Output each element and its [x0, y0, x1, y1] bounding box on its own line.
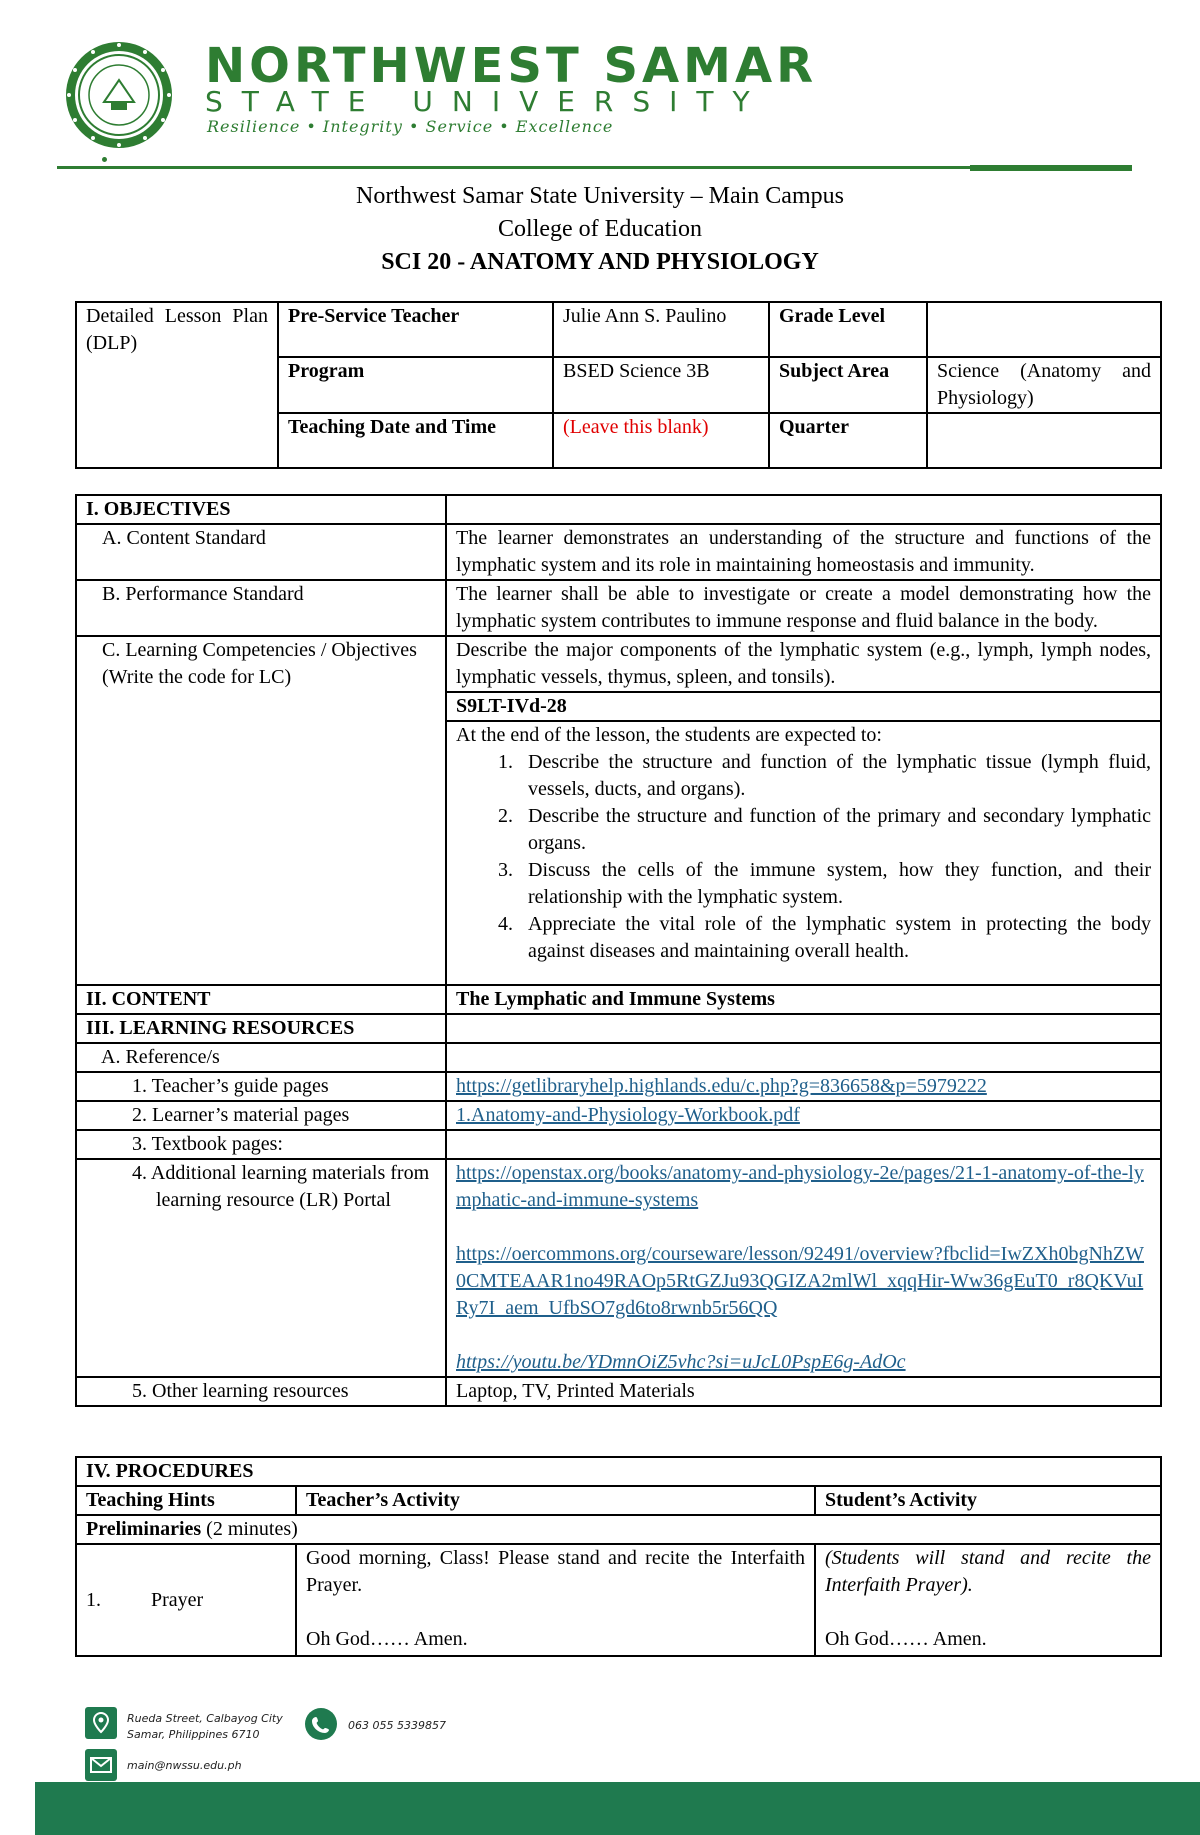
teaching-hints-header: Teaching Hints — [76, 1486, 296, 1515]
competency-code: S9LT-IVd-28 — [446, 692, 1161, 721]
teaching-date-value: (Leave this blank) — [553, 413, 769, 468]
performance-standard-label: B. Performance Standard — [76, 580, 446, 636]
course-title: SCI 20 - ANATOMY AND PHYSIOLOGY — [381, 249, 819, 275]
dlp-label: Detailed Lesson Plan (DLP) — [76, 302, 278, 468]
footer-email: main@nwssu.edu.ph — [127, 1759, 242, 1772]
references-label: A. Reference/s — [76, 1043, 446, 1072]
other-resources-label: 5. Other learning resources — [76, 1377, 446, 1406]
objective-item: 3. Discuss the cells of the immune system, how they function, and their relationship with the lymphatic system. — [518, 857, 1151, 911]
lesson-plan-table — [75, 494, 1162, 1407]
youtube-link[interactable]: https://youtu.be/YDmnOiZ5vhc?si=uJcL0PspE6g-AdOc — [456, 1351, 906, 1373]
teacher-prayer-line1: Good morning, Class! Please stand and recite the Interfaith Prayer. — [306, 1547, 805, 1596]
preliminaries-time: (2 minutes) — [206, 1518, 298, 1540]
subject-area-value: Science (Anatomy and Physiology) — [927, 357, 1161, 413]
content-heading: II. CONTENT — [76, 985, 446, 1014]
objective-item: 4. Appreciate the vital role of the lymphatic system in protecting the body against diseases and maintaining overall health. — [518, 911, 1151, 965]
learning-competencies-text: Describe the major components of the lymphatic system (e.g., lymph, lymph nodes, lymphatic vessels, thymus, spleen, and tonsils). — [446, 636, 1161, 692]
objectives-list — [456, 749, 1151, 965]
teachers-guide-label: 1. Teacher’s guide pages — [76, 1072, 446, 1101]
additional-materials-label — [76, 1159, 446, 1377]
grade-level-label: Grade Level — [769, 302, 927, 357]
learners-material-link[interactable]: 1.Anatomy-and-Physiology-Workbook.pdf — [456, 1104, 800, 1126]
footer-phone: 063 055 5339857 — [348, 1719, 446, 1732]
oercommons-link[interactable]: https://oercommons.org/courseware/lesson/92491/overview?fbclid=IwZXh0bgNhZW0CMTEAAR1no49RAOp5RtGZJu93QGIZA2mlWl_xqqHir-Ww36gEuT0_r8QKVuIRy7I_aem_UfbSO7gd6to8rwnb5r56QQ — [456, 1243, 1144, 1319]
lesson-objectives-cell — [446, 721, 1161, 985]
university-subtitle: STATE UNIVERSITY — [205, 85, 769, 118]
student-prayer-line1: (Students will stand and recite the Interfaith Prayer). — [825, 1547, 1151, 1596]
decorative-dot — [102, 157, 107, 162]
lesson-info-table — [75, 301, 1162, 469]
content-standard-text: The learner demonstrates an understanding of the structure and functions of the lymphatic system and its role in maintaining homeostasis and immunity. — [446, 524, 1161, 580]
footer-bar — [35, 1782, 1200, 1835]
university-motto: Resilience • Integrity • Service • Excellence — [207, 117, 614, 136]
program-value: BSED Science 3B — [553, 357, 769, 413]
prayer-number: 1. — [86, 1588, 101, 1611]
prayer-hint — [76, 1544, 296, 1656]
student-activity-header: Student’s Activity — [815, 1486, 1161, 1515]
teaching-date-label: Teaching Date and Time — [278, 413, 553, 468]
letterhead — [0, 0, 1200, 190]
teacher-prayer-line2: Oh God…… Amen. — [306, 1628, 468, 1650]
other-resources-value: Laptop, TV, Printed Materials — [446, 1377, 1161, 1406]
teacher-prayer-activity — [296, 1544, 815, 1656]
university-seal-icon — [64, 40, 174, 150]
pre-service-value: Julie Ann S. Paulino — [553, 302, 769, 357]
performance-standard-text: The learner shall be able to investigate or create a model demonstrating how the lymphatic system contributes to immune response and fluid balance in the body. — [446, 580, 1161, 636]
learning-resources-heading: III. LEARNING RESOURCES — [76, 1014, 446, 1043]
additional-materials-label-text: 4. Additional learning materials from learning resource (LR) Portal — [132, 1162, 430, 1211]
prayer-label: Prayer — [151, 1588, 204, 1611]
quarter-label: Quarter — [769, 413, 927, 468]
learning-competencies-label — [76, 636, 446, 985]
content-topic: The Lymphatic and Immune Systems — [446, 985, 1161, 1014]
header-divider-accent — [970, 165, 1132, 171]
quarter-value — [927, 413, 1161, 468]
footer-address-line2: Samar, Philippines 6710 — [127, 1728, 260, 1741]
footer-address-line1: Rueda Street, Calbayog City — [127, 1712, 283, 1725]
email-icon — [85, 1749, 117, 1781]
university-name: NORTHWEST SAMAR — [205, 38, 818, 94]
document-title-block — [0, 180, 1200, 279]
objective-item: 2. Describe the structure and function of the primary and secondary lymphatic organs. — [518, 803, 1151, 857]
teacher-activity-header: Teacher’s Activity — [296, 1486, 815, 1515]
learning-competencies-label-text: C. Learning Competencies / Objectives (Write the code for LC) — [102, 639, 417, 688]
objective-item: 1. Describe the structure and function of the lymphatic tissue (lymph fluid, vessels, ducts, and organs). — [518, 749, 1151, 803]
phone-icon — [305, 1708, 337, 1740]
program-label: Program — [278, 357, 553, 413]
subject-area-label: Subject Area — [769, 357, 927, 413]
campus-title: Northwest Samar State University – Main Campus — [356, 183, 844, 209]
preliminaries-row — [76, 1515, 1161, 1544]
learners-material-label: 2. Learner’s material pages — [76, 1101, 446, 1130]
student-prayer-activity — [815, 1544, 1161, 1656]
additional-materials-links — [446, 1159, 1161, 1377]
location-pin-icon — [85, 1707, 117, 1739]
preliminaries-label: Preliminaries — [86, 1518, 202, 1540]
pre-service-label: Pre-Service Teacher — [278, 302, 553, 357]
procedures-heading: IV. PROCEDURES — [76, 1457, 1161, 1486]
grade-level-value — [927, 302, 1161, 357]
objectives-intro: At the end of the lesson, the students are expected to: — [456, 724, 882, 746]
procedures-table — [75, 1456, 1162, 1657]
objectives-heading: I. OBJECTIVES — [76, 495, 446, 524]
teachers-guide-link[interactable]: https://getlibraryhelp.highlands.edu/c.php?g=836658&p=5979222 — [456, 1075, 987, 1097]
textbook-label: 3. Textbook pages: — [76, 1130, 446, 1159]
college-title: College of Education — [498, 216, 702, 242]
content-standard-label: A. Content Standard — [76, 524, 446, 580]
student-prayer-line2: Oh God…… Amen. — [825, 1628, 987, 1650]
openstax-link[interactable]: https://openstax.org/books/anatomy-and-physiology-2e/pages/21-1-anatomy-of-the-lymphatic-and-immune-systems — [456, 1162, 1144, 1211]
